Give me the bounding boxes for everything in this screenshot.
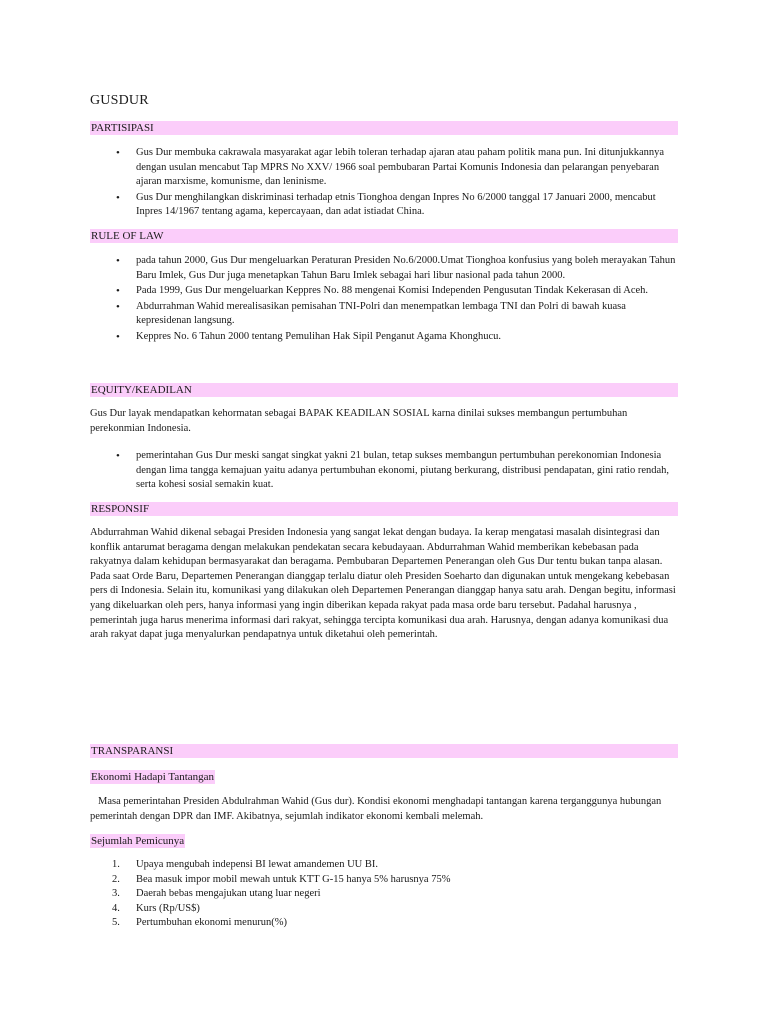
equity-list xyxy=(90,449,678,494)
section-heading-transparansi: TRANSPARANSI xyxy=(90,744,678,758)
list-item: • pemerintahan Gus Dur meski sangat singkat yakni 21 bulan, tetap sukses membangun pertumbuhan perekonomian Indonesia dengan lima tangga kemajuan yaitu adanya pertumbuhan ekonomi, piutang berkurang, distribusi pendapatan, gini ratio rendah, serta kohesi sosial semakin kuat. xyxy=(90,449,678,493)
section-heading-responsif: RESPONSIF xyxy=(90,502,678,516)
list-number: 5. xyxy=(112,917,120,929)
section-heading-partisipasi: PARTISIPASI xyxy=(90,121,678,135)
list-item: • Abdurrahman Wahid merealisasikan pemisahan TNI-Polri dan menempatkan lembaga TNI dan Polri di bawah kuasa kepresidenan langsung. xyxy=(90,300,678,329)
list-item: • Gus Dur membuka cakrawala masyarakat agar lebih toleran terhadap ajaran atau paham politik mana pun. Ini ditunjukkannya dengan usulan mencabut Tap MPRS No XXV/ 1966 soal pembubaran Partai Komunis Indonesia dan pelarangan penyebaran ajaran marxisme, komunisme, dan leninisme. xyxy=(90,146,678,190)
list-item xyxy=(90,902,678,917)
list-number: 4. xyxy=(112,902,120,914)
list-text: Daerah bebas mengajukan utang luar negeri xyxy=(136,888,321,900)
list-text: Kurs (Rp/US$) xyxy=(136,902,200,914)
section-heading-rule-of-law: RULE OF LAW xyxy=(90,229,678,243)
responsif-paragraph: Abdurrahman Wahid dikenal sebagai Presiden Indonesia yang sangat lekat dengan budaya. Ia kerap mengatasi masalah disintegrasi dan konflik antarumat beragama dengan melakukan pendekatan secara kebudayaan. Abdurrahman Wahid memberikan kebebasan pada rakyatnya dalam kehidupan bermasyarakat dan beragama. Pembubaran Departemen Penerangan oleh Gus Dur tentu bukan tanpa alasan. Pada saat Orde Baru, Departemen Penerangan dianggap terlalu diatur oleh Presiden Soeharto dan digunakan untuk mengekang kebebasan pers di Indonesia. Selain itu, komunikasi yang dilakukan oleh Departemen Penerangan dianggap hanya satu arah. Dengan begitu, informasi yang dikeluarkan oleh pers, hanya informasi yang ingin diberikan kepada rakyat pada masa orde baru tersebut. Padahal harusnya , pemerintah juga harus menerima informasi dari rakyat, sehingga tercipta komunikasi dua arah. Harusnya, dengan adanya komunikasi dua arah rakyat dapat juga menyalurkan pendapatnya untuk diketahui oleh pemerintah. xyxy=(90,527,676,641)
list-item: • Keppres No. 6 Tahun 2000 tentang Pemulihan Hak Sipil Penganut Agama Khonghucu. xyxy=(90,330,678,345)
document-title: GUSDUR xyxy=(90,93,149,108)
list-text: Upaya mengubah indepensi BI lewat amandemen UU BI. xyxy=(136,859,379,870)
list-item xyxy=(90,916,678,931)
list-item xyxy=(90,858,678,873)
rule-of-law-list xyxy=(90,254,678,346)
pemicu-list xyxy=(90,858,678,931)
list-number: 2. xyxy=(112,873,120,885)
subheading-sejumlah-pemicunya: Sejumlah Pemicunya xyxy=(91,835,185,847)
subheading-ekonomi-hadapi-tantangan: Ekonomi Hadapi Tantangan xyxy=(91,771,215,783)
equity-intro: Gus Dur layak mendapatkan kehormatan sebagai BAPAK KEADILAN SOSIAL karna dinilai sukses membangun pertumbuhan perekonmian Indonesia. xyxy=(90,408,628,434)
list-text: Pertumbuhan ekonomi menurun(%) xyxy=(136,917,288,929)
section-heading-equity: EQUITY/KEADILAN xyxy=(90,383,678,397)
list-item xyxy=(90,887,678,902)
list-item: • Gus Dur menghilangkan diskriminasi terhadap etnis Tionghoa dengan Inpres No 6/2000 tanggal 17 Januari 2000, mencabut Inpres 14/1967 tentang agama, kepercayaan, dan adat istiadat China. xyxy=(90,191,678,220)
transparansi-paragraph: Masa pemerintahan Presiden Abdulrahman Wahid (Gus dur). Kondisi ekonomi menghadapi tantangan karena terganggunya hubungan pemerintah dengan DPR dan IMF. Akibatnya, sejumlah indikator ekonomi kembali melemah. xyxy=(90,796,662,822)
list-number: 1. xyxy=(112,859,120,870)
list-item xyxy=(90,873,678,888)
list-item: • pada tahun 2000, Gus Dur mengeluarkan Peraturan Presiden No.6/2000.Umat Tionghoa konfusius yang boleh merayakan Tahun Baru Imlek, Gus Dur juga menetapkan Tahun Baru Imlek sebagai hari libur nasional pada tahun 2000. xyxy=(90,254,678,283)
list-number: 3. xyxy=(112,888,120,900)
partisipasi-list xyxy=(90,146,678,221)
list-item: • Pada 1999, Gus Dur mengeluarkan Keppres No. 88 mengenai Komisi Independen Pengusutan Tindak Kekerasan di Aceh. xyxy=(90,284,678,299)
list-text: Bea masuk impor mobil mewah untuk KTT G-15 hanya 5% harusnya 75% xyxy=(136,873,451,885)
